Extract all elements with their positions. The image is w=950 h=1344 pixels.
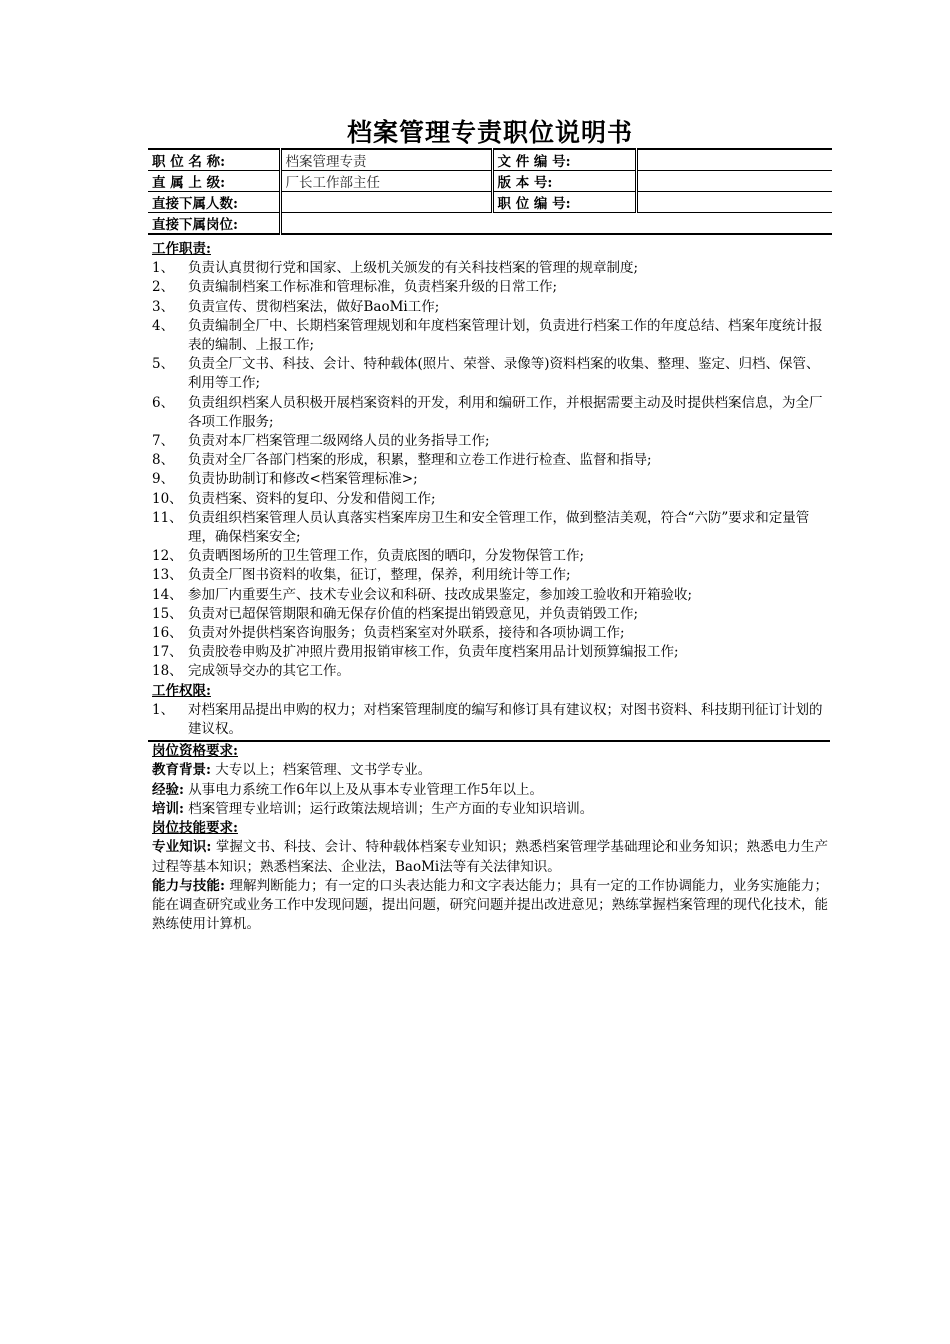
list-item-text: 负责档案、资料的复印、分发和借阅工作; [188, 490, 436, 507]
list-item-number: 11、 [152, 509, 183, 526]
position-name-label: 职 位 名 称: [148, 149, 280, 171]
authority-heading: 工作权限: [152, 682, 211, 699]
education-label: 教育背景: [152, 762, 211, 779]
list-item-number: 17、 [152, 644, 183, 661]
list-item-number: 3、 [152, 298, 175, 315]
list-item-number: 10、 [152, 490, 183, 507]
list-item-text: 负责宣传、贯彻档案法，做好BaoMi工作; [188, 298, 440, 315]
list-item [152, 643, 828, 662]
position-no-value [636, 192, 832, 213]
list-item-number: 15、 [152, 605, 183, 622]
list-item [152, 259, 828, 278]
list-item [152, 701, 828, 739]
list-item-number: 12、 [152, 548, 183, 565]
doc-no-label: 文 件 编 号: [492, 149, 636, 171]
list-item-text: 对档案用品提出申购的权力；对档案管理制度的编写和修订具有建议权；对图书资料、科技期刊征订计划的建议权。 [188, 701, 823, 738]
skills-heading: 岗位技能要求: [152, 820, 238, 837]
header-row [148, 192, 832, 213]
list-item-number: 1、 [152, 701, 175, 718]
education-line [152, 761, 828, 780]
version-label: 版 本 号: [492, 171, 636, 192]
list-item-text: 负责协助制订和修改<档案管理标准>; [188, 471, 418, 488]
list-item-number: 6、 [152, 394, 175, 411]
header-table [148, 148, 832, 235]
education-text: 大专以上；档案管理、文书学专业。 [210, 762, 432, 779]
list-item [152, 566, 828, 585]
list-item-number: 7、 [152, 433, 175, 450]
list-item [152, 451, 828, 470]
duties-heading: 工作职责: [152, 241, 211, 257]
list-item-text: 负责全厂图书资料的收集，征订，整理，保养，利用统计等工作; [188, 567, 571, 584]
list-item [152, 278, 828, 297]
ability-label: 能力与技能: [152, 877, 226, 894]
list-item-number: 18、 [152, 663, 183, 680]
subordinate-positions-label: 直接下属岗位: [148, 213, 280, 235]
knowledge-paragraph [152, 838, 828, 876]
subordinate-positions-value [280, 213, 832, 235]
list-item [152, 298, 828, 317]
duties-list [152, 259, 828, 681]
position-no-label: 职 位 编 号: [492, 192, 636, 213]
list-item-number: 8、 [152, 452, 175, 469]
list-item-number: 4、 [152, 317, 175, 334]
header-row [148, 149, 832, 171]
training-line [152, 800, 828, 819]
list-item-text: 负责晒图场所的卫生管理工作，负责底图的晒印，分发物保管工作; [188, 548, 585, 565]
experience-text: 从事电力系统工作6年以上及从事本专业管理工作5年以上。 [183, 781, 543, 798]
list-item-text: 负责组织档案管理人员认真落实档案库房卫生和安全管理工作，做到整洁美观，符合“六防”要求和定量管理，确保档案安全; [188, 509, 810, 546]
list-item-text: 负责认真贯彻行党和国家、上级机关颁发的有关科技档案的管理的规章制度; [188, 260, 639, 277]
list-item-text: 负责对已超保管期限和确无保存价值的档案提出销毁意见，并负责销毁工作; [188, 605, 639, 622]
list-item-number: 16、 [152, 625, 183, 642]
document-body [152, 240, 828, 934]
list-item-number: 9、 [152, 471, 175, 488]
list-item-number: 1、 [152, 260, 175, 277]
list-item [152, 547, 828, 566]
list-item-text: 完成领导交办的其它工作。 [188, 663, 350, 680]
list-item-text: 负责编制全厂中、长期档案管理规划和年度档案管理计划，负责进行档案工作的年度总结、档案年度统计报表的编制、上报工作; [188, 317, 823, 354]
superior-label: 直 属 上 级: [148, 171, 280, 192]
training-text: 档案管理专业培训；运行政策法规培训；生产方面的专业知识培训。 [183, 800, 594, 817]
version-value [636, 171, 832, 192]
list-item [152, 662, 828, 681]
superior-value: 厂长工作部主任 [280, 171, 492, 192]
list-item [152, 394, 828, 432]
list-item [152, 490, 828, 509]
subordinate-count-label: 直接下属人数: [148, 192, 280, 213]
list-item-text: 负责对本厂档案管理二级网络人员的业务指导工作; [188, 433, 490, 450]
authority-list [152, 701, 828, 739]
list-item-text: 负责对外提供档案咨询服务；负责档案室对外联系，接待和各项协调工作; [188, 625, 625, 642]
experience-label: 经验: [152, 781, 184, 798]
list-item-text: 参加厂内重要生产、技术专业会议和科研、技改成果鉴定，参加竣工验收和开箱验收; [188, 586, 693, 603]
list-item-text: 负责全厂文书、科技、会计、特种载体(照片、荣誉、录像等)资料档案的收集、整理、鉴定、归档、保管、利用等工作; [188, 356, 820, 392]
ability-text: 理解判断能力；有一定的口头表达能力和文字表达能力；具有一定的工作协调能力，业务实施能力；能在调查研究或业务工作中发现问题，提出问题，研究问题并提出改进意见；熟练掌握档案管理的现代化技术，能熟练使用计算机。 [152, 877, 829, 933]
list-item-text: 负责胶卷申购及扩冲照片费用报销审核工作，负责年度档案用品计划预算编报工作; [188, 644, 679, 661]
list-item [152, 586, 828, 605]
list-item [152, 432, 828, 451]
list-item-number: 14、 [152, 586, 183, 603]
list-item-text: 负责组织档案人员积极开展档案资料的开发，利用和编研工作，并根据需要主动及时提供档案信息，为全厂各项工作服务; [188, 394, 823, 430]
header-row [148, 213, 832, 235]
list-item-text: 负责对全厂各部门档案的形成，积累，整理和立卷工作进行检查、监督和指导; [188, 452, 652, 469]
subordinate-count-value [280, 192, 492, 213]
knowledge-label: 专业知识: [152, 839, 212, 856]
list-item [152, 470, 828, 489]
header-row [148, 171, 832, 192]
list-item-number: 13、 [152, 567, 183, 584]
list-item-text: 负责编制档案工作标准和管理标准，负责档案升级的日常工作; [188, 279, 558, 296]
list-item [152, 355, 828, 393]
ability-paragraph [152, 877, 828, 935]
qualifications-heading: 岗位资格要求: [152, 743, 238, 760]
list-item-number: 2、 [152, 279, 175, 296]
list-item [152, 317, 828, 355]
experience-line [152, 781, 828, 800]
doc-no-value [636, 149, 832, 171]
training-label: 培训: [152, 800, 184, 817]
knowledge-text: 掌握文书、科技、会计、特种载体档案专业知识；熟悉档案管理学基础理论和业务知识；熟悉电力生产过程等基本知识；熟悉档案法、企业法，BaoMi法等有关法律知识。 [152, 839, 829, 875]
position-name-value: 档案管理专责 [280, 149, 492, 171]
document-title: 档案管理专责职位说明书 [346, 118, 633, 147]
list-item-number: 5、 [152, 356, 175, 373]
list-item [152, 624, 828, 643]
list-item [152, 605, 828, 624]
list-item [152, 509, 828, 547]
